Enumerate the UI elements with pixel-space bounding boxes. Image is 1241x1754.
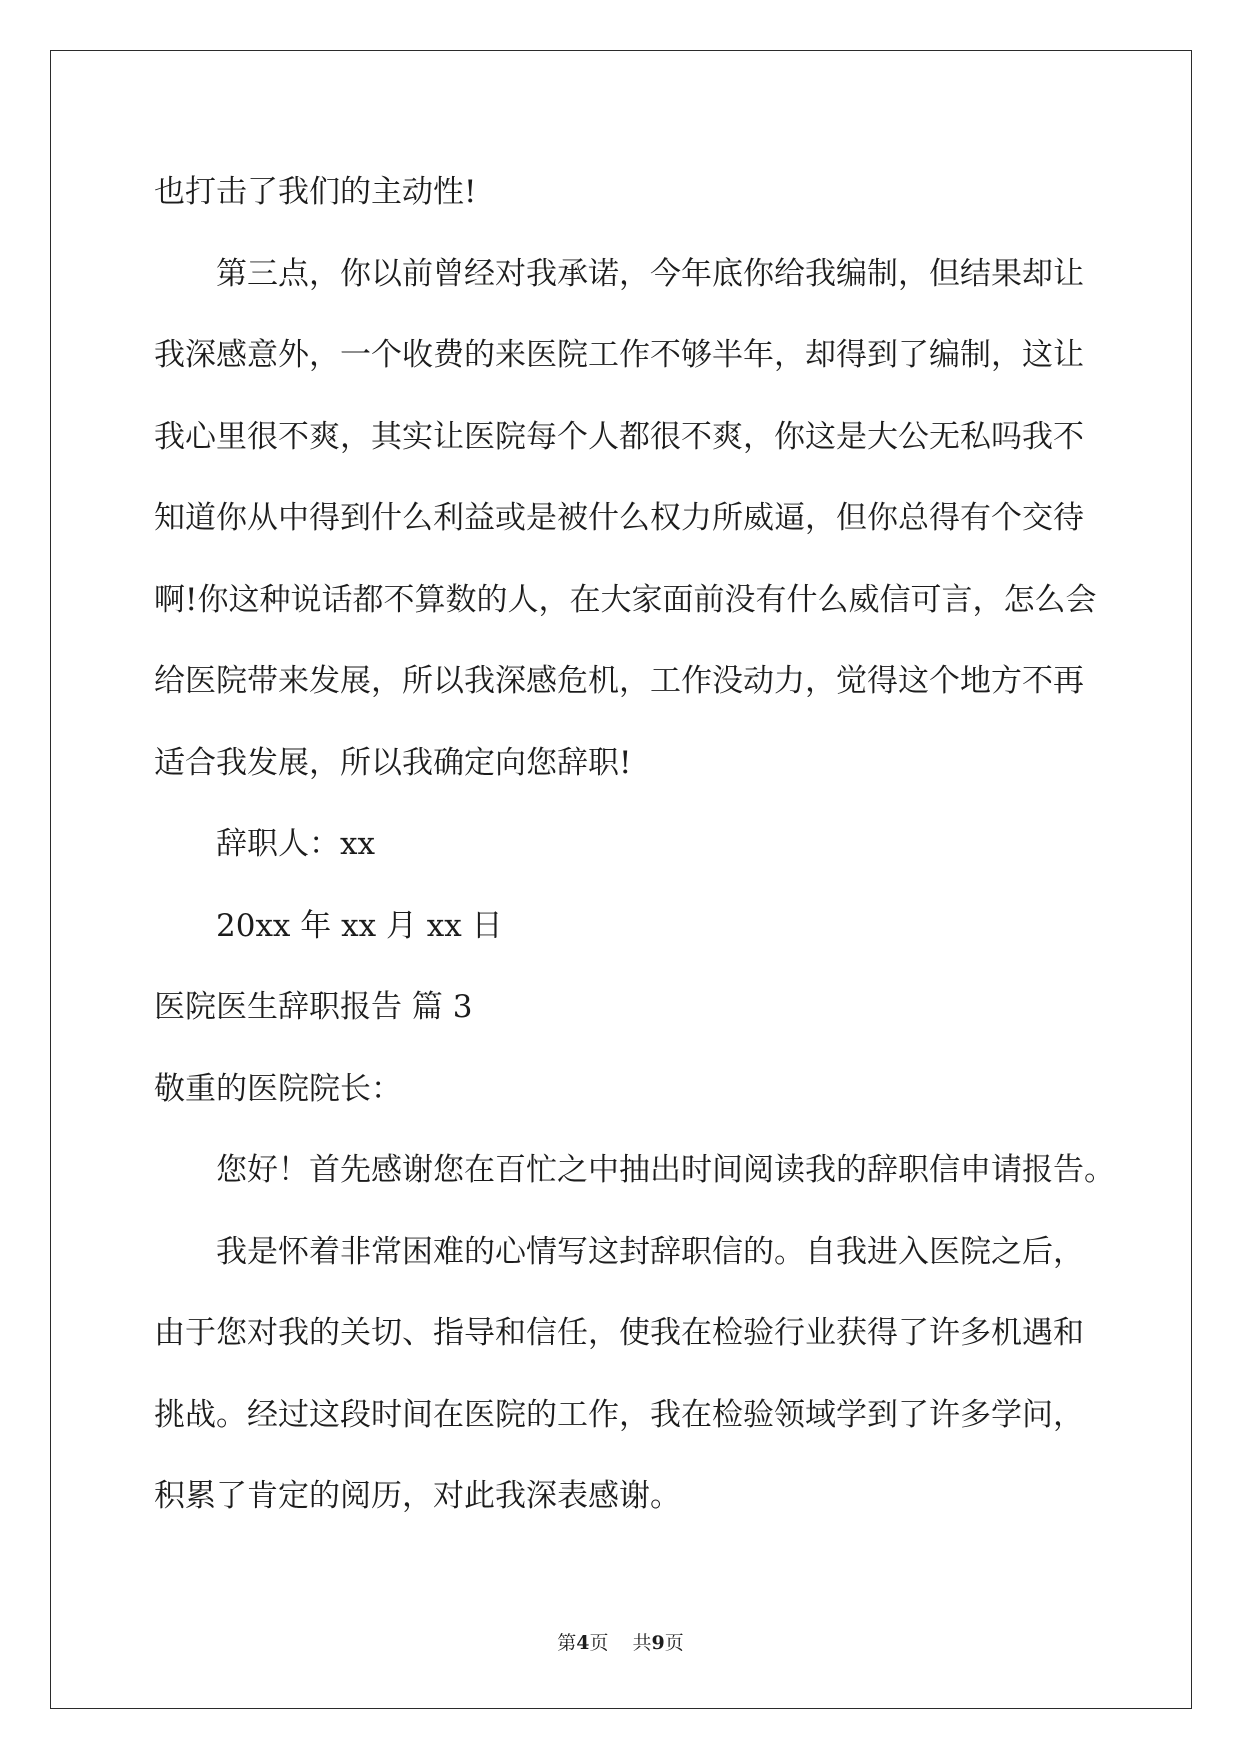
- text-line: 适合我发展，所以我确定向您辞职!: [154, 744, 632, 781]
- gratitude-paragraph: [154, 1212, 1154, 1538]
- greeting-paragraph: [154, 1130, 1154, 1212]
- text-line: 给医院带来发展，所以我深感危机，工作没动力，觉得这个地方不再: [154, 663, 1084, 699]
- text-line: 知道你从中得到什么利益或是被什么权力所威逼，但你总得有个交待: [154, 500, 1084, 536]
- third-point-paragraph: [154, 234, 1154, 805]
- text-line: 我心里很不爽，其实让医院每个人都很不爽，你这是大公无私吗我不: [154, 418, 1084, 455]
- continued-paragraph: [154, 152, 1154, 234]
- text-line: 也打击了我们的主动性!: [154, 174, 477, 210]
- current-page-number: 4: [576, 1632, 590, 1654]
- document-body: [154, 152, 1154, 1538]
- text-line: 由于您对我的关切、指导和信任，使我在检验行业获得了许多机遇和: [154, 1315, 1084, 1351]
- text-line: 您好！首先感谢您在百忙之中抽出时间阅读我的辞职信申请报告。: [216, 1152, 1115, 1188]
- signature-resigner: 辞职人：xx: [216, 826, 375, 862]
- page-footer: [0, 1630, 1241, 1656]
- current-page-prefix: 第: [557, 1632, 577, 1654]
- text-line: 第三点，你以前曾经对我承诺，今年底你给我编制，但结果却让: [216, 255, 1084, 292]
- text-line: 挑战。经过这段时间在医院的工作，我在检验领域学到了许多学问，: [154, 1396, 1084, 1433]
- total-pages-number: 9: [651, 1632, 665, 1654]
- text-line: 我是怀着非常困难的心情写这封辞职信的。自我进入医院之后，: [216, 1233, 1084, 1270]
- salutation: 敬重的医院院长：: [154, 1070, 402, 1107]
- total-pages-prefix: 共: [632, 1632, 652, 1654]
- text-line: 我深感意外，一个收费的来医院工作不够半年，却得到了编制，这让: [154, 337, 1084, 373]
- section-title: 医院医生辞职报告 篇 3: [154, 989, 473, 1025]
- signature-date: 20xx 年 xx 月 xx 日: [216, 907, 503, 944]
- total-pages-suffix: 页: [664, 1632, 684, 1654]
- text-line: 啊!你这种说话都不算数的人，在大家面前没有什么威信可言，怎么会: [154, 581, 1097, 618]
- text-line: 积累了肯定的阅历，对此我深表感谢。: [154, 1478, 681, 1514]
- current-page-suffix: 页: [589, 1632, 609, 1654]
